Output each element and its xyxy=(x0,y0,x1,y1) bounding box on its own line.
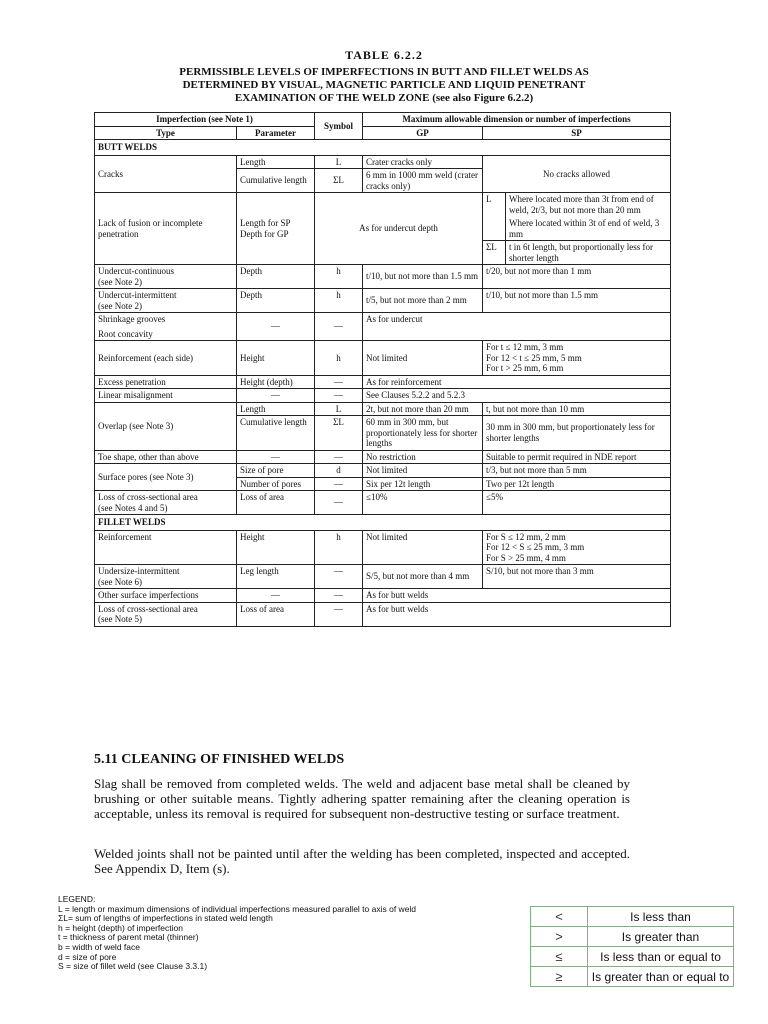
section-butt-welds: BUTT WELDS xyxy=(95,140,671,156)
gp-cell: No restriction xyxy=(363,450,483,464)
symbol-cell: — xyxy=(315,389,363,403)
table-row xyxy=(95,289,671,313)
symbol-cell: h xyxy=(315,265,363,289)
gp-cell: Not limited xyxy=(363,341,483,376)
table-row xyxy=(95,589,671,603)
parameter-cell: Depth xyxy=(237,289,315,313)
type-cell: Undercut-intermittent (see Note 2) xyxy=(95,289,237,313)
sp-cell: Suitable to permit required in NDE report xyxy=(483,450,671,464)
gp-cell: 60 mm in 300 mm, but proportionately less for shorter lengths xyxy=(363,416,483,451)
symbol-cell: h xyxy=(315,341,363,376)
header-symbol: Symbol xyxy=(315,113,363,140)
parameter-cell: Number of pores xyxy=(237,477,315,491)
table-row xyxy=(95,389,671,403)
table-row xyxy=(95,602,671,626)
legend-line: L = length or maximum dimensions of individual imperfections measured parallel to axis of weld xyxy=(58,903,417,914)
symbol-glyph: ≤ xyxy=(531,947,588,967)
type-line: Root concavity xyxy=(98,328,153,339)
parameter-cell: Loss of area xyxy=(237,602,315,626)
symbol-meaning: Is less than or equal to xyxy=(588,947,734,967)
sp-symbol: ΣL xyxy=(483,241,506,265)
type-cell: Reinforcement (each side) xyxy=(95,341,237,376)
parameter-cell: Height xyxy=(237,530,315,565)
parameter-cell: Height (depth) xyxy=(237,375,315,389)
symbol-cell: — xyxy=(315,565,363,589)
type-cell: Linear misalignment xyxy=(95,389,237,403)
type-cell: Toe shape, other than above xyxy=(95,450,237,464)
gp-cell: Not limited xyxy=(363,530,483,565)
symbol-cell: ΣL xyxy=(315,169,363,193)
table-number: TABLE 6.2.2 xyxy=(345,48,423,62)
symbol-cell: ΣL xyxy=(315,416,363,451)
gp-cell: Not limited xyxy=(363,464,483,478)
section-row xyxy=(95,515,671,531)
header-parameter: Parameter xyxy=(237,126,315,140)
parameter-cell: — xyxy=(237,389,315,403)
type-cell: Loss of cross-sectional area (see Notes 4 and 5) xyxy=(95,491,237,515)
type-cell: Surface pores (see Note 3) xyxy=(95,464,237,491)
gp-cell: As for undercut depth xyxy=(315,193,483,265)
symbol-glyph: ≥ xyxy=(531,967,588,987)
sp-cell: t/10, but not more than 1.5 mm xyxy=(483,289,671,313)
sp-cell: t/3, but not more than 5 mm xyxy=(483,464,671,478)
symbol-cell: — xyxy=(315,375,363,389)
sp-cell: For S ≤ 12 mm, 2 mm For 12 < S ≤ 25 mm, 3 mm For S > 25 mm, 4 mm xyxy=(483,530,671,565)
legend-line: d = size of pore xyxy=(58,951,117,962)
table-row xyxy=(95,450,671,464)
section-heading: 5.11 CLEANING OF FINISHED WELDS xyxy=(94,752,345,767)
table-row xyxy=(95,313,671,341)
gp-cell: t/10, but not more than 1.5 mm xyxy=(363,265,483,289)
table-row xyxy=(95,265,671,289)
type-cell xyxy=(95,313,237,341)
header-row xyxy=(95,126,671,140)
parameter-cell: Depth xyxy=(237,265,315,289)
symbol-cell: h xyxy=(315,530,363,565)
gp-cell: As for butt welds xyxy=(363,602,671,626)
sp-cell: 30 mm in 300 mm, but proportionately less for shorter lengths xyxy=(483,416,671,451)
parameter-cell: Size of pore xyxy=(237,464,315,478)
parameter-cell: Cumulative length xyxy=(237,416,315,451)
header-gp: GP xyxy=(363,126,483,140)
table-heading-line: DETERMINED BY VISUAL, MAGNETIC PARTICLE AND LIQUID PENETRANT xyxy=(182,79,586,91)
sp-cell xyxy=(483,193,671,265)
section-fillet-welds: FILLET WELDS xyxy=(95,515,671,531)
table-heading-line: PERMISSIBLE LEVELS OF IMPERFECTIONS IN BUTT AND FILLET WELDS AS xyxy=(179,66,589,78)
sp-subtable xyxy=(483,193,670,264)
symbol-cell: — xyxy=(315,589,363,603)
gp-cell: As for undercut xyxy=(363,313,671,341)
symbol-cell: — xyxy=(315,313,363,341)
header-imperfection: Imperfection (see Note 1) xyxy=(95,113,315,127)
gp-cell: S/5, but not more than 4 mm xyxy=(363,565,483,589)
table-heading xyxy=(100,66,668,105)
type-cell: Reinforcement xyxy=(95,530,237,565)
symbol-glyph: > xyxy=(531,927,588,947)
legend-line: t = thickness of parent metal (thinner) xyxy=(58,932,199,943)
sp-cell: For t ≤ 12 mm, 3 mm For 12 < t ≤ 25 mm, 5 mm For t > 25 mm, 6 mm xyxy=(483,341,671,376)
table-row xyxy=(95,402,671,416)
gp-cell: See Clauses 5.2.2 and 5.2.3 xyxy=(363,389,671,403)
legend xyxy=(58,895,528,972)
symbol-glyph: < xyxy=(531,907,588,927)
gp-cell: Six per 12t length xyxy=(363,477,483,491)
parameter-cell: Height xyxy=(237,341,315,376)
legend-line: ΣL= sum of lengths of imperfections in stated weld length xyxy=(58,913,273,924)
header-sp: SP xyxy=(483,126,671,140)
sp-cell: S/10, but not more than 3 mm xyxy=(483,565,671,589)
table-row xyxy=(95,464,671,478)
gp-cell: t/5, but not more than 2 mm xyxy=(363,289,483,313)
legend-line: b = width of weld face xyxy=(58,941,140,952)
sp-text-line: Where located more than 3t from end of weld, 2t/3, but not more than 20 mm xyxy=(509,194,654,215)
sp-cell: No cracks allowed xyxy=(483,155,671,193)
gp-cell: Crater cracks only xyxy=(363,155,483,169)
sp-cell: ≤5% xyxy=(483,491,671,515)
type-cell: Loss of cross-sectional area (see Note 5) xyxy=(95,602,237,626)
legend-line: S = size of fillet weld (see Clause 3.3.1) xyxy=(58,961,208,972)
symbol-meaning: Is less than xyxy=(588,907,734,927)
gp-cell: 2t, but not more than 20 mm xyxy=(363,402,483,416)
parameter-cell: — xyxy=(237,450,315,464)
parameter-cell: — xyxy=(237,589,315,603)
type-cell: Cracks xyxy=(95,155,237,193)
symbols-table xyxy=(530,906,734,987)
sp-text-line: Where located within 3t of end of weld, 3 mm xyxy=(509,218,660,239)
symbol-cell: d xyxy=(315,464,363,478)
parameter-cell: Cumulative length xyxy=(237,169,315,193)
type-cell: Overlap (see Note 3) xyxy=(95,402,237,450)
table-row xyxy=(95,155,671,169)
legend-title: LEGEND: xyxy=(58,894,96,904)
sp-cell: t, but not more than 10 mm xyxy=(483,402,671,416)
parameter-cell: Length for SP Depth for GP xyxy=(237,193,315,265)
sp-text xyxy=(506,193,671,241)
symbol-meaning: Is greater than or equal to xyxy=(588,967,734,987)
imperfections-table xyxy=(94,112,671,627)
section-row xyxy=(95,140,671,156)
table-row xyxy=(95,565,671,589)
type-cell: Undersize-intermittent (see Note 6) xyxy=(95,565,237,589)
symbol-row xyxy=(531,907,734,927)
gp-cell: As for butt welds xyxy=(363,589,671,603)
header-row xyxy=(95,113,671,127)
gp-cell: 6 mm in 1000 mm weld (crater cracks only) xyxy=(363,169,483,193)
symbol-meaning: Is greater than xyxy=(588,927,734,947)
type-line: Shrinkage grooves xyxy=(98,314,166,324)
sp-text: t in 6t length, but proportionally less for shorter length xyxy=(506,241,671,265)
type-cell: Undercut-continuous (see Note 2) xyxy=(95,265,237,289)
table-row xyxy=(95,530,671,565)
table-row xyxy=(95,193,671,265)
symbol-cell: — xyxy=(315,491,363,515)
symbol-cell: — xyxy=(315,477,363,491)
header-max-allowable: Maximum allowable dimension or number of imperfections xyxy=(363,113,671,127)
table-heading-line: EXAMINATION OF THE WELD ZONE (see also Figure 6.2.2) xyxy=(234,92,534,104)
paragraph: Welded joints shall not be painted until after the welding has been completed, inspected and accepted. See Appendix D, Item (s). xyxy=(94,846,630,876)
symbol-row xyxy=(531,927,734,947)
symbol-cell: — xyxy=(315,450,363,464)
parameter-cell: Length xyxy=(237,402,315,416)
sp-symbol: L xyxy=(483,193,506,241)
parameter-cell: Loss of area xyxy=(237,491,315,515)
symbol-cell: L xyxy=(315,155,363,169)
symbol-row xyxy=(531,967,734,987)
parameter-cell: — xyxy=(237,313,315,341)
table-row xyxy=(95,491,671,515)
gp-cell: As for reinforcement xyxy=(363,375,671,389)
header-type: Type xyxy=(95,126,237,140)
table-row xyxy=(95,341,671,376)
legend-line: h = height (depth) of imperfection xyxy=(58,922,183,933)
sp-cell: t/20, but not more than 1 mm xyxy=(483,265,671,289)
symbol-row xyxy=(531,947,734,967)
paragraph: Slag shall be removed from completed welds. The weld and adjacent base metal shall be cleaned by brushing or other suitable means. Tightly adhering spatter remaining after the cleaning operation is acceptable, unless its removal is required for subsequent non-destructive testing or surface treatment. xyxy=(94,776,630,821)
symbol-cell: h xyxy=(315,289,363,313)
gp-cell: ≤10% xyxy=(363,491,483,515)
type-cell: Other surface imperfections xyxy=(95,589,237,603)
symbol-cell: — xyxy=(315,602,363,626)
type-cell: Lack of fusion or incomplete penetration xyxy=(95,193,237,265)
sp-cell: Two per 12t length xyxy=(483,477,671,491)
symbol-cell: L xyxy=(315,402,363,416)
type-cell: Excess penetration xyxy=(95,375,237,389)
parameter-cell: Leg length xyxy=(237,565,315,589)
parameter-cell: Length xyxy=(237,155,315,169)
table-row xyxy=(95,375,671,389)
